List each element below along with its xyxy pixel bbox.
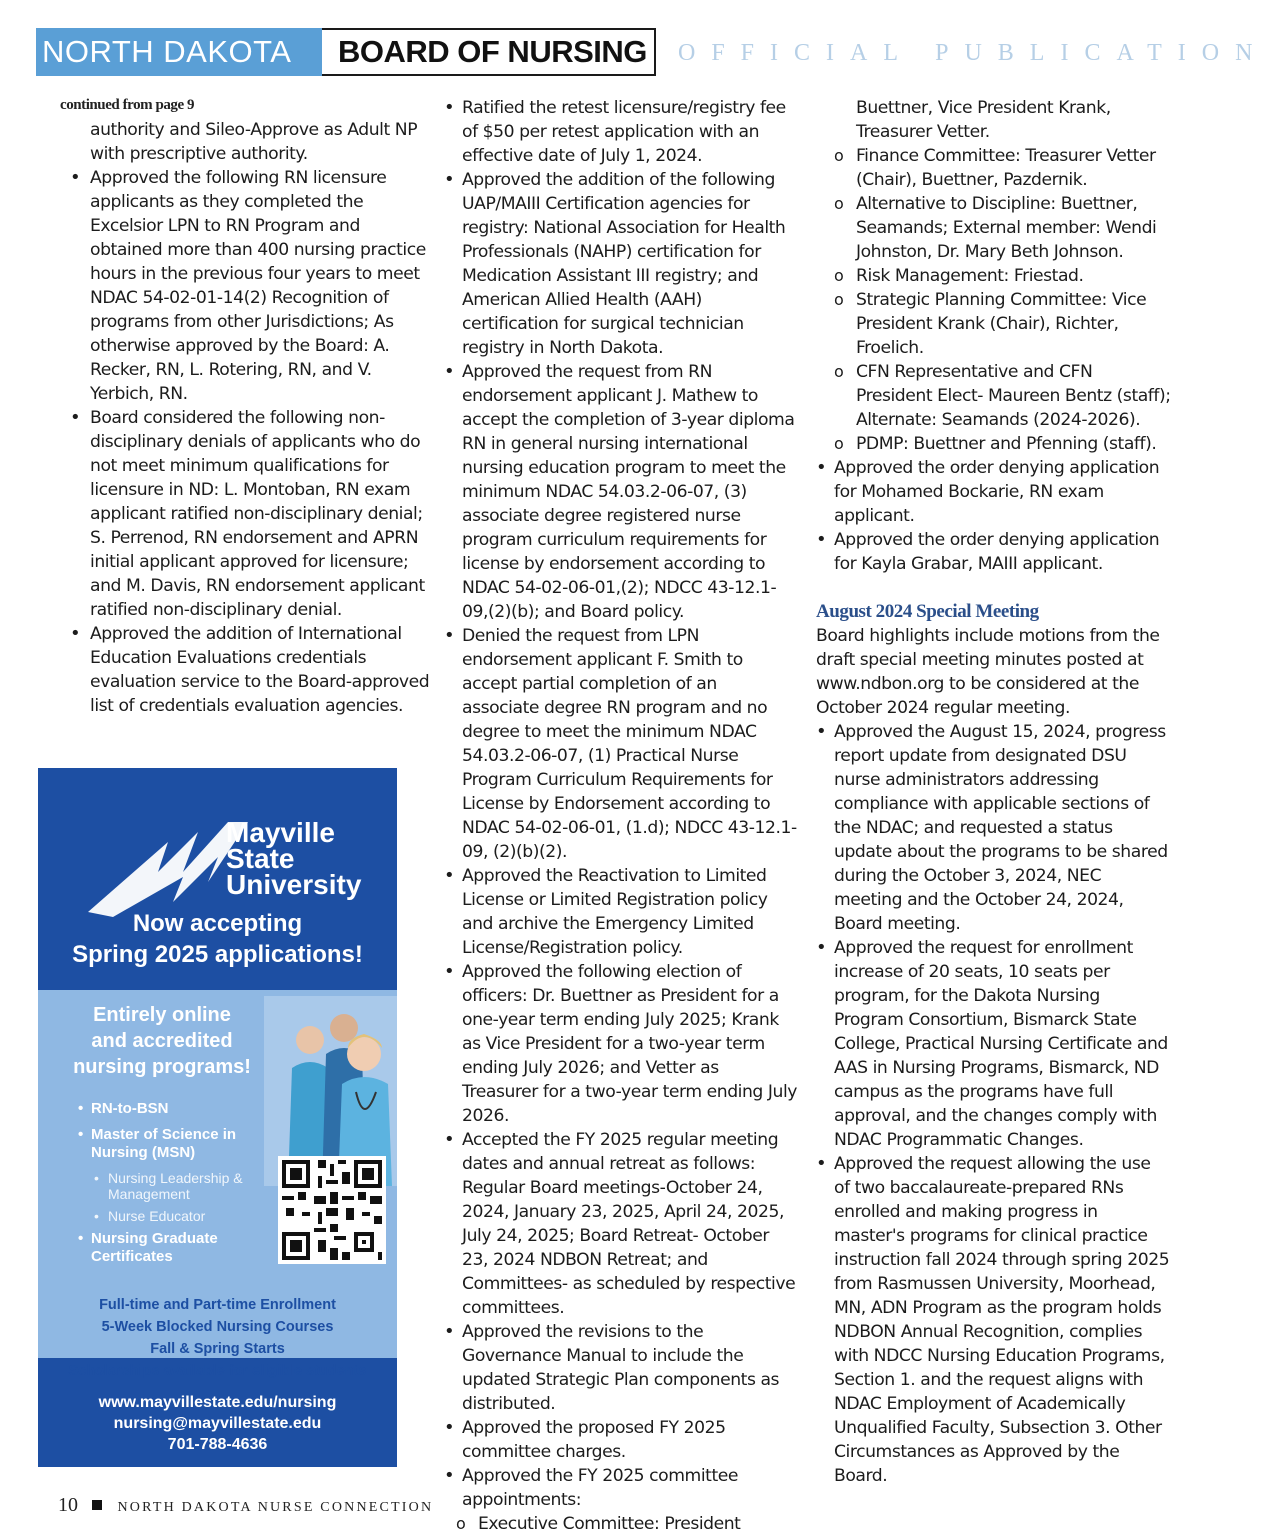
now-line-1: Now accepting — [132, 910, 303, 937]
email-link[interactable]: nursing@mayvillestate.edu — [113, 1415, 322, 1432]
list-item: • Approved the proposed FY 2025 committee charges. — [438, 1416, 798, 1464]
qr-code-icon[interactable] — [278, 1156, 386, 1264]
section-heading: August 2024 Special Meeting — [816, 601, 1039, 622]
masthead-board: BOARD OF NURSING — [322, 28, 656, 76]
list-item: • Approved the following election of officers: Dr. Buettner as President for a one-year term ending July 2025; Krank as Vice President for a two-year term ending July 2026; and Vetter as Treasurer for a two-year term ending July 2026. — [438, 960, 798, 1128]
list-item: • Denied the request from LPN endorsement applicant F. Smith to accept partial completion of an associate degree RN program and no degree to meet the minimum NDAC 54.03.2-06-07, (1) Practical Nurse Program Curriculum Requirements for License by Endorsement according to NDAC 54-02-06-01, (1.d); NDCC 43-12.1-09, (2)(b)(2). — [438, 624, 798, 864]
list-item-text: Approved the FY 2025 committee appointments: — [462, 1466, 738, 1510]
sub-list-item: o Strategic Planning Committee: Vice President Krank (Chair), Richter, Froelich. — [816, 288, 1171, 360]
list-item: • Approved the request allowing the use of two baccalaureate-prepared RNs enrolled and making progress in master's programs for clinical practice instruction fall 2024 through spring 2025 from Rasmussen University, Moorhead, MN, ADN Program as the program holds NDBON Annual Recognition, complies with NDCC Nursing Education Programs, Section 1. and the request aligns with NDAC Employment of Academically Unqualified Faculty, Subsection 3. Other Circumstances as Approved by the Board. — [816, 1152, 1171, 1488]
feature-line: 5-Week Blocked Nursing Courses — [101, 1319, 334, 1335]
now-accepting — [38, 908, 397, 970]
university-logo — [88, 802, 362, 922]
list-item: • Approved the request from RN endorsement applicant J. Mathew to accept the completion of 3-year diploma RN in general nursing international nursing education program to meet the minimum NDAC 54.03.2-06-07, (3) associate degree registered nurse program curriculum requirements for license by endorsement according to NDAC 54-02-06-01,(2); NDCC 43-12.1-09,(2)(b); and Board policy. — [438, 360, 798, 624]
now-line-2: Spring 2025 applications! — [72, 941, 363, 968]
ad-programs-panel — [38, 990, 397, 1379]
bullet-list — [60, 166, 432, 718]
column-2 — [438, 96, 798, 1536]
online-line-3: nursing programs! — [73, 1056, 251, 1078]
lead-paragraph: Buettner, Vice President Krank, Treasurer Vetter. — [856, 98, 1111, 142]
mayville-state-ad[interactable] — [38, 768, 397, 1467]
list-item: • Approved the order denying application for Kayla Grabar, MAIII applicant. — [816, 528, 1171, 576]
masthead-state: NORTH DAKOTA — [36, 28, 322, 76]
list-item: • Approved the following RN licensure applicants as they completed the Excelsior LPN to RN Program and obtained more than 400 nursing practice hours in the previous four years to meet NDAC 54-02-01-14(2) Recognition of programs from other Jurisdictions; As otherwise approved by the Board: A. Recker, RN, L. Rotering, RN, and V. Yerbich, RN. — [60, 166, 432, 406]
logo-line-3: University — [226, 869, 362, 900]
sub-list-item: o Risk Management: Friestad. — [816, 264, 1171, 288]
list-item: • Approved the addition of the following UAP/MAIII Certification agencies for registry: National Association for Health Professionals (NAHP) certification for Medication Assistant III registry; and American Allied Health (AAH) certification for surgical technician registry in North Dakota. — [438, 168, 798, 360]
sub-list-item: o Alternative to Discipline: Buettner, Seamands; External member: Wendi Johnston, Dr. Mary Beth Johnson. — [816, 192, 1171, 264]
bullet-list — [816, 456, 1171, 576]
list-item: • Approved the request for enrollment increase of 20 seats, 10 seats per program, for the Dakota Nursing Program Consortium, Bismarck State College, Practical Nursing Certificate and AAS in Nursing Programs, Bismarck, ND campus as the programs have full approval, and the changes comply with NDAC Programmatic Changes. — [816, 936, 1171, 1152]
ad-features — [38, 1294, 397, 1382]
page-number: 10 — [58, 1494, 78, 1516]
ad-contact — [38, 1392, 397, 1455]
logo-line-1: Mayville — [226, 817, 335, 848]
feature-line: Full-time and Part-time Enrollment — [99, 1297, 336, 1313]
bullet-list — [816, 720, 1171, 1488]
feature-line: Fall & Spring Starts — [150, 1341, 285, 1357]
online-programs-heading — [52, 1002, 272, 1080]
program-subitem: • Nurse Educator — [86, 1208, 278, 1224]
column-1 — [60, 96, 432, 718]
list-item: • Board considered the following non-disciplinary denials of applicants who do not meet minimum qualifications for licensure in ND: L. Montoban, RN exam applicant ratified non-disciplinary denial; S. Perrenod, RN endorsement and APRN initial applicant approved for licensure; and M. Davis, RN endorsement applicant ratified non-disciplinary denial. — [60, 406, 432, 622]
phone-number[interactable]: 701-788-4636 — [167, 1436, 268, 1453]
list-item: • Accepted the FY 2025 regular meeting dates and annual retreat as follows: Regular Board meetings-October 24, 2024, January 23, 2025, April 24, 2025, July 24, 2025; Board Retreat- October 23, 2024 NDBON Retreat; and Committees- as scheduled by respective committees. — [438, 1128, 798, 1320]
program-item: • Nursing Graduate Certificates — [78, 1230, 278, 1266]
continued-note: continued from page 9 — [60, 97, 195, 113]
website-link[interactable]: www.mayvillestate.edu/nursing — [98, 1394, 337, 1411]
sub-list-item: o Executive Committee: President — [438, 1512, 798, 1536]
program-list — [78, 1100, 278, 1274]
program-subitem: • Nursing Leadership & Management — [86, 1170, 278, 1202]
sub-list — [816, 144, 1171, 456]
list-item: • Ratified the retest licensure/registry fee of $50 per retest application with an effective date of July 1, 2024. — [438, 96, 798, 168]
column-3 — [816, 96, 1171, 1488]
program-item: • RN-to-BSN — [78, 1100, 278, 1118]
list-item: • Approved the addition of International Education Evaluations credentials evaluation service to the Board-approved list of credentials evaluation agencies. — [60, 622, 432, 718]
lead-paragraph: authority and Sileo-Approve as Adult NP with prescriptive authority. — [90, 120, 418, 164]
feature-line: Scholarships available for eligible students — [68, 1363, 367, 1379]
logo-line-2: State — [226, 843, 295, 874]
page-footer — [58, 1494, 433, 1517]
masthead-tag: OFFICIAL PUBLICATION — [678, 40, 1268, 66]
list-item — [438, 1464, 798, 1536]
intro-paragraph: Board highlights include motions from the draft special meeting minutes posted at www.ndbon.org to be considered at the October 2024 regular meeting. — [816, 626, 1160, 718]
square-bullet-icon — [92, 1500, 102, 1510]
online-line-2: and accredited — [91, 1030, 233, 1052]
magazine-name: NORTH DAKOTA NURSE CONNECTION — [117, 1500, 434, 1515]
sub-list-item: o CFN Representative and CFN President Elect- Maureen Bentz (staff); Alternate: Seamands (2024-2026). — [816, 360, 1171, 432]
list-item: • Approved the order denying application for Mohamed Bockarie, RN exam applicant. — [816, 456, 1171, 528]
bullet-list — [438, 96, 798, 1536]
program-item: • Master of Science in Nursing (MSN) — [78, 1126, 278, 1162]
list-item: • Approved the Reactivation to Limited License or Limited Registration policy and archive the Emergency Limited License/Registration policy. — [438, 864, 798, 960]
list-item: • Approved the August 15, 2024, progress report update from designated DSU nurse administrators addressing compliance with applicable sections of the NDAC; and requested a status update about the programs to be shared during the October 3, 2024, NEC meeting and the October 24, 2024, Board meeting. — [816, 720, 1171, 936]
masthead — [36, 28, 1268, 76]
sub-list — [438, 1512, 798, 1536]
list-item: • Approved the revisions to the Governance Manual to include the updated Strategic Plan components as distributed. — [438, 1320, 798, 1416]
sub-list-item: o Finance Committee: Treasurer Vetter (Chair), Buettner, Pazdernik. — [816, 144, 1171, 192]
sub-list-item: o PDMP: Buettner and Pfenning (staff). — [816, 432, 1171, 456]
online-line-1: Entirely online — [93, 1004, 231, 1026]
